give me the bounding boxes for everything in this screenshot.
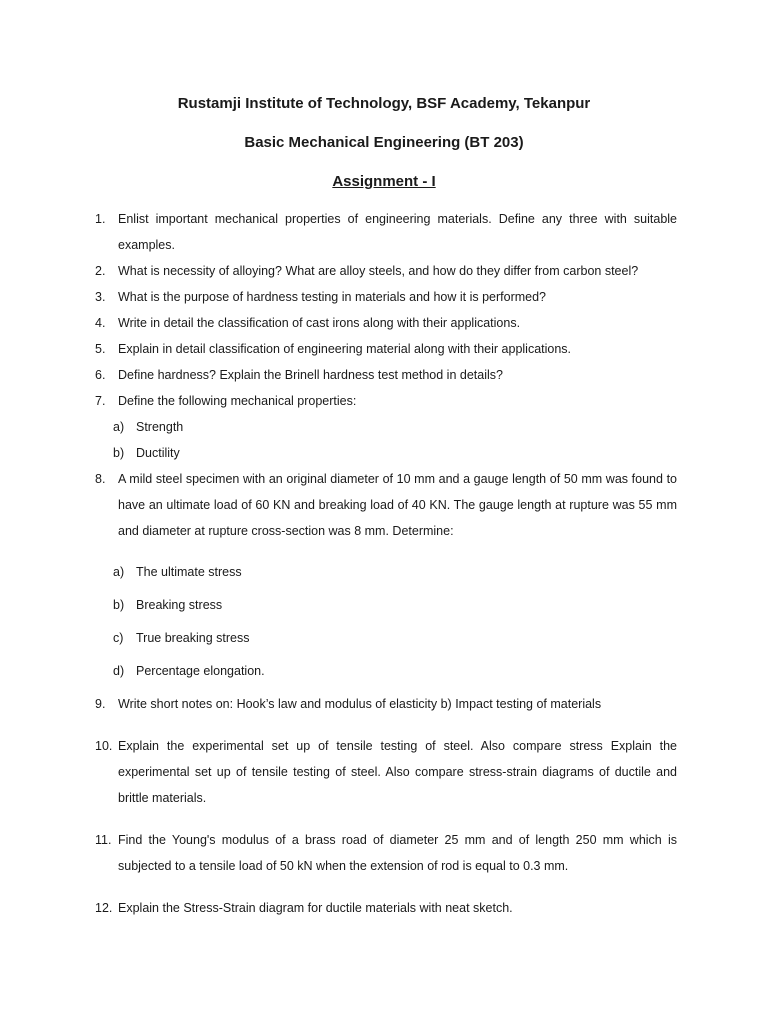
question-number: 5. — [95, 342, 106, 356]
question-text: Write in detail the classification of cast irons along with their applications. — [118, 316, 521, 330]
sub-item — [113, 592, 673, 618]
question-text: Write short notes on: Hook’s law and modulus of elasticity b) Impact testing of materials — [118, 697, 602, 711]
sub-item-text: Percentage elongation. — [136, 664, 265, 678]
sub-item-text: Ductility — [136, 446, 180, 460]
question-number: 4. — [95, 316, 106, 330]
question-item — [95, 691, 677, 717]
sub-item-letter: a) — [113, 420, 125, 434]
question-number: 9. — [95, 697, 106, 711]
sub-item-text: The ultimate stress — [136, 565, 242, 579]
question-text: Enlist important mechanical properties of engineering materials. Define any three with suitable examples. — [118, 212, 677, 252]
question-text: A mild steel specimen with an original diameter of 10 mm and a gauge length of 50 mm was found to have an ultimate load of 60 KN and breaking load of 40 KN. The gauge length at rupture was 55 mm and diameter at rupture cross-section was 8 mm. Determine: — [118, 472, 677, 538]
question-text: What is necessity of alloying? What are alloy steels, and how do they differ from carbon steel? — [118, 264, 639, 278]
question-number: 8. — [95, 472, 106, 486]
question-text: Explain the experimental set up of tensile testing of steel. Also compare stress Explain the experimental set up of tensile testing of steel. Also compare stress-strain diagrams of ductile and brittle materials. — [118, 739, 677, 805]
sub-item — [113, 625, 673, 651]
question-text: Define the following mechanical properties: — [118, 394, 357, 408]
question-text: Explain the Stress-Strain diagram for ductile materials with neat sketch. — [118, 901, 513, 915]
question-item — [95, 336, 677, 362]
sub-item-letter: d) — [113, 664, 125, 678]
question-number: 12. — [95, 901, 113, 915]
question-item — [95, 466, 677, 544]
assignment-title: Assignment - I — [332, 173, 436, 190]
question-item — [95, 310, 677, 336]
question-text: Define hardness? Explain the Brinell hardness test method in details? — [118, 368, 503, 382]
question-number: 3. — [95, 290, 106, 304]
question-item — [95, 258, 677, 284]
question-item — [95, 827, 677, 879]
sub-item — [113, 559, 673, 585]
sub-item — [113, 658, 673, 684]
question-number: 11. — [95, 833, 112, 847]
sub-item-letter: b) — [113, 446, 125, 460]
question-text: Explain in detail classification of engineering material along with their applications. — [118, 342, 572, 356]
sub-item-letter: c) — [113, 631, 124, 645]
sub-item-text: True breaking stress — [136, 631, 250, 645]
question-text: Find the Young's modulus of a brass road of diameter 25 mm and of length 250 mm which is subjected to a tensile load of 50 kN when the extension of rod is equal to 0.3 mm. — [118, 833, 677, 873]
sub-item-letter: a) — [113, 565, 125, 579]
question-item — [95, 362, 677, 388]
institute-title: Rustamji Institute of Technology, BSF Academy, Tekanpur — [177, 95, 591, 112]
question-item — [95, 388, 677, 414]
question-number: 6. — [95, 368, 106, 382]
sub-item-letter: b) — [113, 598, 125, 612]
question-item — [95, 206, 677, 258]
sub-item-text: Strength — [136, 420, 184, 434]
sub-item — [113, 440, 673, 466]
sub-item — [113, 414, 673, 440]
question-text: What is the purpose of hardness testing in materials and how it is performed? — [118, 290, 546, 304]
question-number: 1. — [95, 212, 106, 226]
course-title: Basic Mechanical Engineering (BT 203) — [244, 134, 524, 151]
question-item — [95, 733, 677, 811]
question-item — [95, 284, 677, 310]
question-number: 2. — [95, 264, 106, 278]
question-item — [95, 895, 677, 921]
question-number: 7. — [95, 394, 106, 408]
sub-item-text: Breaking stress — [136, 598, 223, 612]
question-number: 10. — [95, 739, 113, 753]
